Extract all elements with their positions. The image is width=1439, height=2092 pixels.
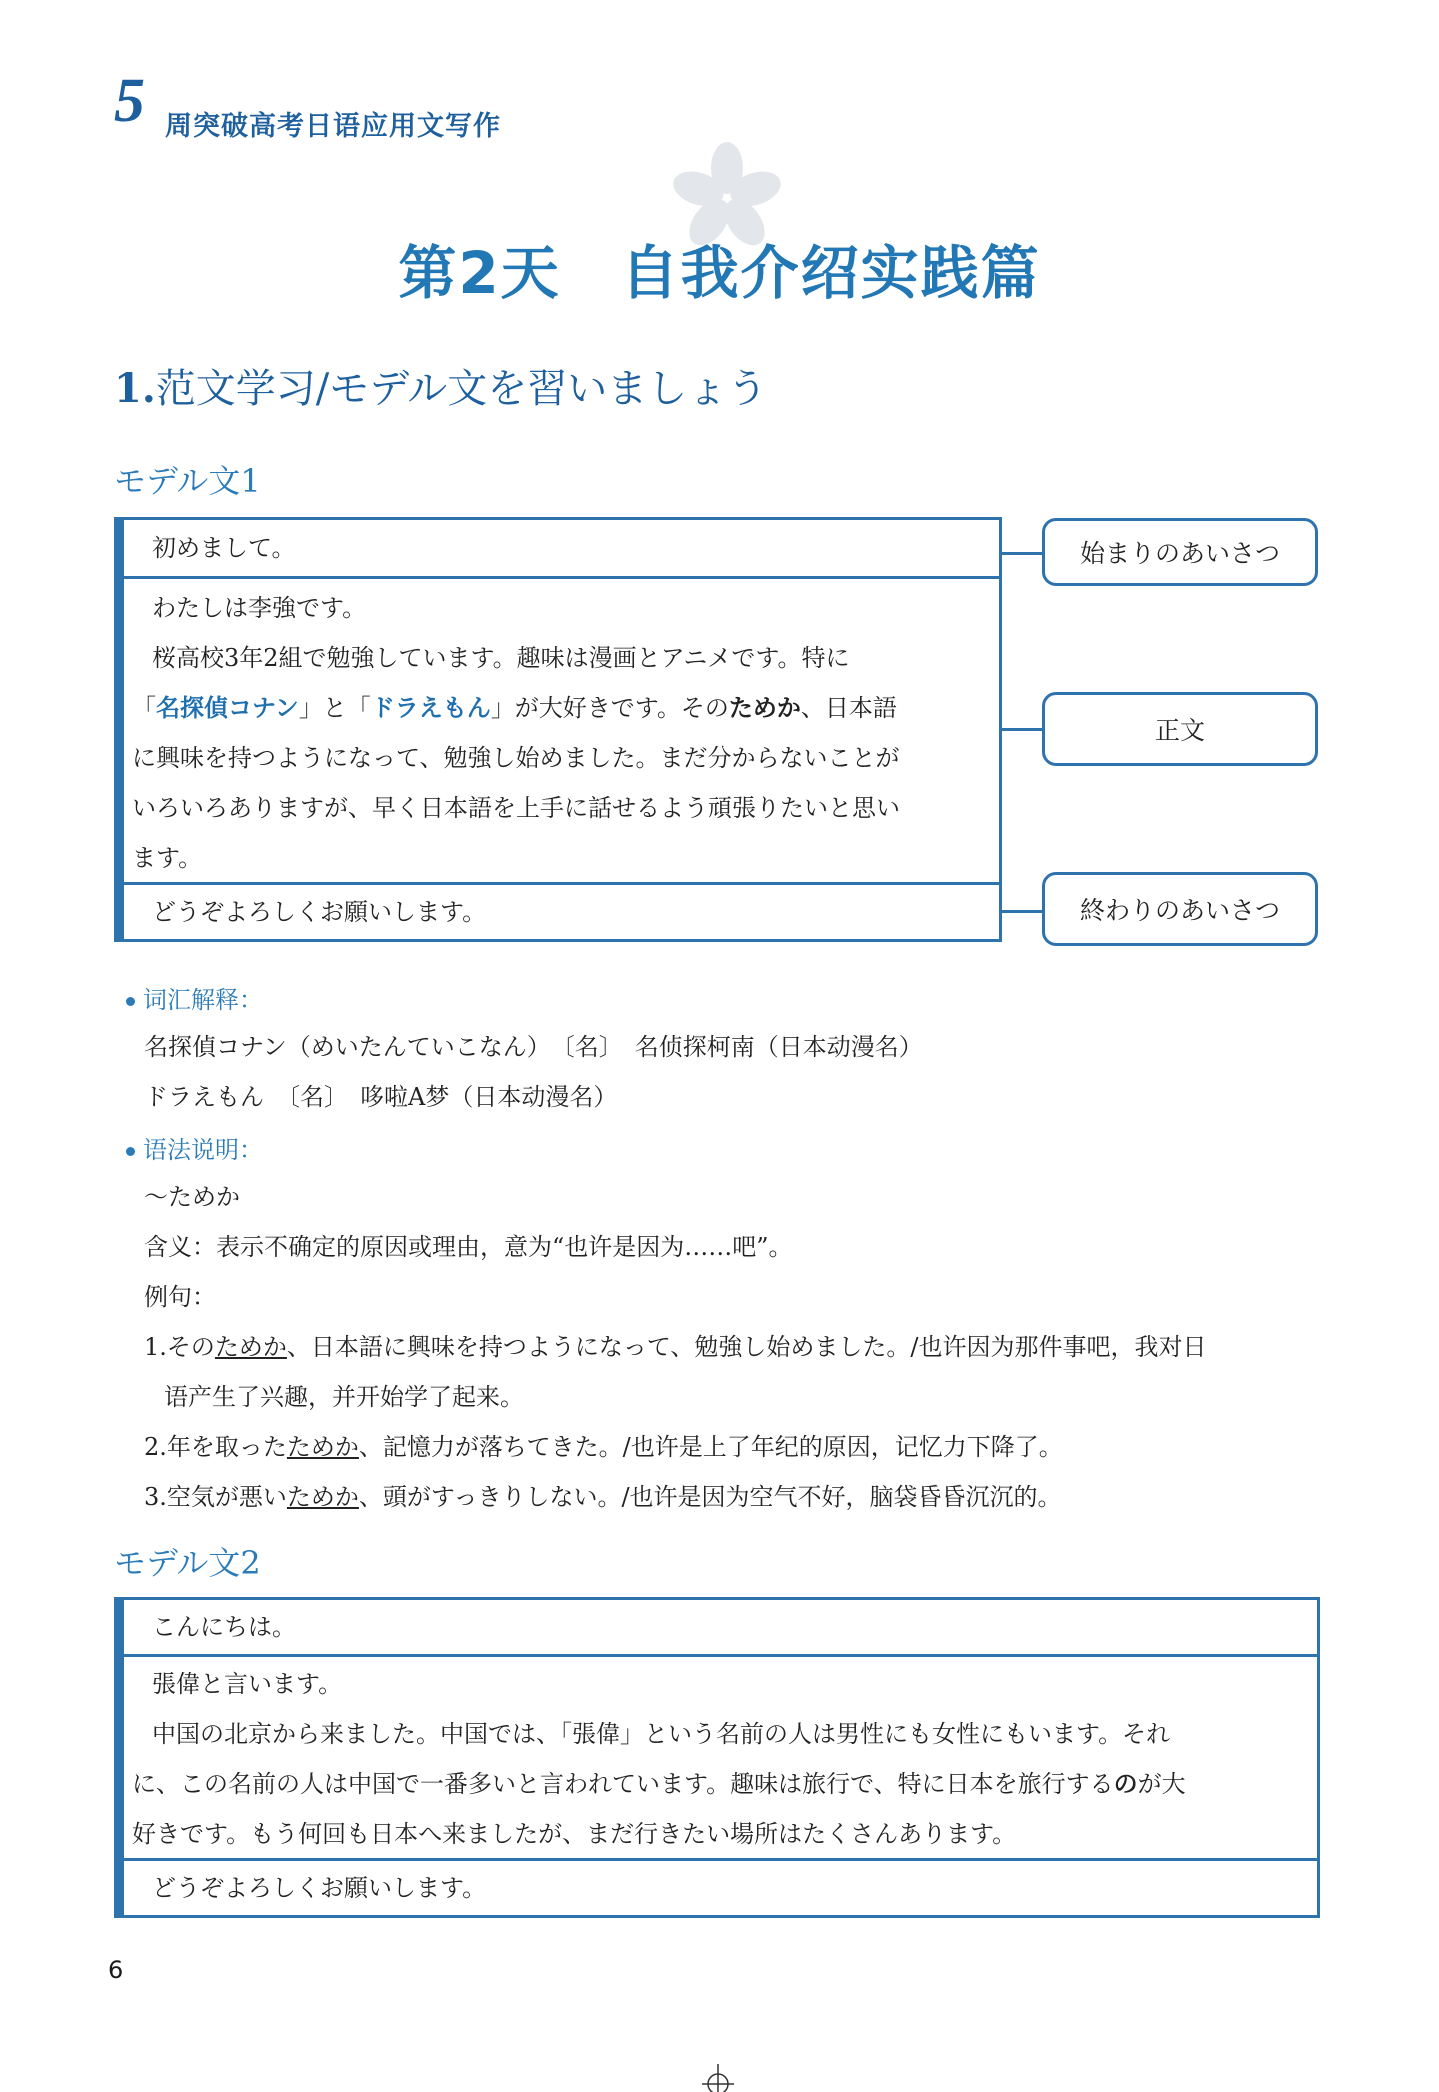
body-text: が大 [1137, 1770, 1186, 1798]
day-topic: 自我介绍实践篇 [620, 239, 1041, 307]
body-text: 、日本語 [800, 694, 897, 722]
model1-opening-box [114, 517, 1002, 579]
keyword-no: の [1113, 1769, 1138, 1798]
body-text: に興味を持つようになって、勉強し始めました。まだ分からないことが [132, 744, 900, 772]
example-pattern: ためか [214, 1333, 287, 1361]
grammar-heading-text: 语法说明： [143, 1136, 263, 1164]
bullet-icon [126, 1147, 135, 1156]
grammar-pattern: ～ためか [144, 1183, 240, 1211]
grammar-heading [126, 1130, 263, 1165]
model2-closing-box [114, 1858, 1320, 1918]
model2-line1: 張偉と言います。 [152, 1670, 343, 1698]
page-number: 6 [108, 1956, 124, 1984]
body-text: いろいろありますが、早く日本語を上手に話せるよう頑張りたいと思い [132, 794, 900, 822]
example-3 [144, 1472, 1062, 1522]
keyword-conan: 名探偵コナン [156, 693, 299, 722]
book-number: 5 [114, 67, 145, 135]
callout-body: 正文 [1042, 692, 1318, 766]
quote-mark: 」と「 [298, 694, 371, 722]
model1-body-line1: わたしは李強です。 [152, 594, 367, 622]
model2-label: モデル文2 [114, 1544, 261, 1582]
model1-closing-box [114, 882, 1002, 942]
connector-line [1002, 728, 1044, 731]
model1-body-paragraph [132, 633, 991, 883]
section-heading: 范文学习/モデル文を習いましょう [155, 366, 768, 412]
day-label: 第2天 [398, 239, 561, 307]
quote-mark: 「 [132, 694, 156, 722]
callout-end-greeting: 終わりのあいさつ [1042, 872, 1318, 946]
keyword-ka: か [776, 693, 801, 722]
example-1-cont: 语产生了兴趣，并开始学了起来。 [164, 1383, 524, 1411]
example-text: 3.空気が悪い [144, 1483, 287, 1511]
examples-label: 例句： [144, 1283, 216, 1311]
model2-opening-box [114, 1597, 1320, 1657]
body-text: ます。 [132, 844, 203, 872]
example-pattern: ためか [286, 1483, 359, 1511]
example-text: 1.その [144, 1333, 215, 1361]
model2-line2: 中国の北京から来ました。中国では、「張偉」という名前の人は男性にも女性にもいます。それ [152, 1720, 1171, 1748]
vocab-item-1: 名探偵コナン（めいたんていこなん） 〔名〕 名侦探柯南（日本动漫名） [144, 1033, 923, 1061]
example-text: 、日本語に興味を持つようになって、勉強し始めました。/也许因为那件事吧，我对日 [286, 1333, 1207, 1361]
example-text: 、頭がすっきりしない。/也许是因为空气不好，脑袋昏昏沉沉的。 [358, 1483, 1062, 1511]
day-title [0, 226, 1439, 310]
bullet-icon [126, 997, 135, 1006]
model1-opening: 初めまして。 [152, 534, 296, 562]
model1-closing: どうぞよろしくお願いします。 [152, 898, 487, 926]
body-text: に、この名前の人は中国で一番多いと言われています。趣味は旅行で、特に日本を旅行する [132, 1770, 1114, 1798]
connector-line [1002, 552, 1044, 555]
vocab-item-2: ドラえもん 〔名〕 哆啦A梦（日本动漫名） [144, 1083, 618, 1111]
body-text: 桜高校3年2組で勉強しています。趣味は漫画とアニメです。特に [152, 644, 850, 672]
book-title: 周突破高考日语应用文写作 [165, 111, 501, 142]
model1-label: モデル文1 [114, 462, 261, 500]
vocab-heading [126, 980, 263, 1015]
model2-opening: こんにちは。 [152, 1613, 296, 1641]
connector-line [1002, 910, 1044, 913]
crop-mark-icon [700, 2062, 736, 2092]
callout-start-greeting: 始まりのあいさつ [1042, 518, 1318, 586]
example-text: 2.年を取った [144, 1433, 287, 1461]
section-number: 1. [114, 365, 156, 412]
model2-line4: 好きです。もう何回も日本へ来ましたが、まだ行きたい場所はたくさんあります。 [132, 1820, 1017, 1848]
body-text: 」が大好きです。その [490, 694, 729, 722]
model2-body-box [114, 1654, 1320, 1861]
example-text: 、記憶力が落ちてきた。/也许是上了年纪的原因，记忆力下降了。 [358, 1433, 1063, 1461]
model2-line3 [132, 1759, 1311, 1809]
model1-body-box [114, 576, 1002, 885]
example-1 [144, 1322, 1207, 1372]
grammar-meaning: 含义：表示不确定的原因或理由，意为“也许是因为……吧”。 [144, 1233, 793, 1261]
keyword-doraemon: ドラえもん [370, 693, 491, 722]
section-title [114, 357, 767, 414]
vocab-heading-text: 词汇解释： [143, 986, 263, 1014]
keyword-tame: ため [728, 693, 777, 722]
example-2 [144, 1422, 1063, 1472]
example-pattern: ためか [286, 1433, 359, 1461]
model2-closing: どうぞよろしくお願いします。 [152, 1874, 487, 1902]
